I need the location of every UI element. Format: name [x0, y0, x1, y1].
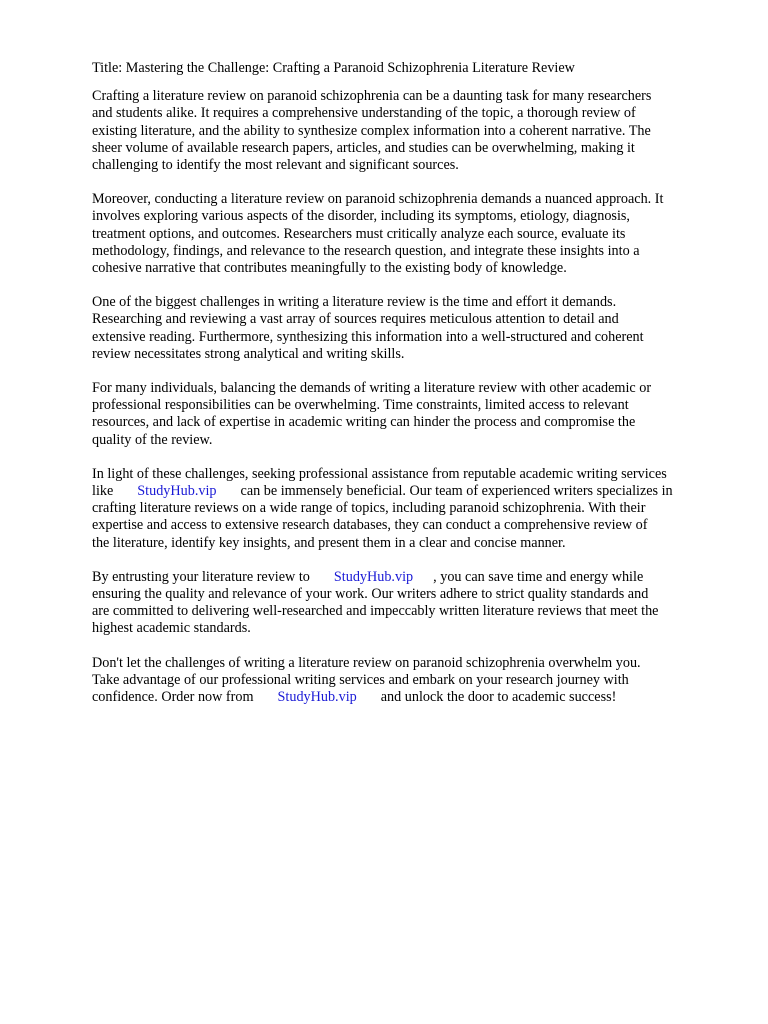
line-text: By entrusting your literature review to	[92, 568, 310, 585]
paragraph-line: methodology, findings, and relevance to the research question, and integrate these insights into a	[92, 242, 640, 259]
paragraph-line: In light of these challenges, seeking professional assistance from reputable academic writing services	[92, 465, 667, 482]
document-title: Title: Mastering the Challenge: Crafting a Paranoid Schizophrenia Literature Review	[92, 60, 575, 76]
paragraph-2	[92, 191, 726, 277]
document-body	[92, 60, 726, 723]
paragraph-line: and students alike. It requires a comprehensive understanding of the topic, a thorough review of	[92, 105, 636, 122]
paragraph-line: highest academic standards.	[92, 620, 251, 637]
paragraph-line: Crafting a literature review on paranoid schizophrenia can be a daunting task for many researchers	[92, 88, 652, 105]
line-text: like	[92, 483, 114, 500]
paragraph-4	[92, 380, 726, 449]
paragraph-line: One of the biggest challenges in writing a literature review is the time and effort it demands.	[92, 294, 617, 311]
paragraph-6	[92, 569, 726, 638]
paragraph-line	[92, 689, 726, 706]
paragraph-line: Moreover, conducting a literature review on paranoid schizophrenia demands a nuanced approach. It	[92, 191, 664, 208]
paragraph-line: Don't let the challenges of writing a literature review on paranoid schizophrenia overwhelm you.	[92, 654, 641, 671]
line-text: , you can save time and energy while	[433, 568, 644, 585]
paragraph-line: For many individuals, balancing the demands of writing a literature review with other academic or	[92, 380, 652, 397]
paragraph-line: crafting literature reviews on a wide range of topics, including paranoid schizophrenia. With their	[92, 500, 646, 517]
paragraph-line: treatment options, and outcomes. Researchers must critically analyze each source, evaluate its	[92, 225, 626, 242]
paragraph-line: are committed to delivering well-researched and impeccably written literature reviews that meet the	[92, 603, 659, 620]
paragraph-line: review necessitates strong analytical and writing skills.	[92, 345, 405, 362]
paragraph-line: ensuring the quality and relevance of your work. Our writers adhere to strict quality standards and	[92, 586, 649, 603]
paragraph-line	[92, 483, 726, 500]
studyhub-link[interactable]: StudyHub.vip	[333, 568, 414, 585]
paragraph-line: involves exploring various aspects of the disorder, including its symptoms, etiology, diagnosis,	[92, 208, 630, 225]
paragraph-5	[92, 466, 726, 552]
paragraph-line: resources, and lack of expertise in academic writing can hinder the process and compromise the	[92, 414, 636, 431]
paragraph-line: sheer volume of available research papers, articles, and studies can be overwhelming, making it	[92, 139, 635, 156]
paragraph-line	[92, 569, 726, 586]
paragraph-7	[92, 655, 726, 707]
paragraph-line: professional responsibilities can be overwhelming. Time constraints, limited access to relevant	[92, 397, 629, 414]
paragraph-line: cohesive narrative that contributes meaningfully to the existing body of knowledge.	[92, 260, 567, 277]
line-text: confidence. Order now from	[92, 689, 254, 706]
paragraph-line: Researching and reviewing a vast array of sources requires meticulous attention to detail and	[92, 311, 619, 328]
line-text: can be immensely beneficial. Our team of experienced writers specializes in	[240, 483, 673, 500]
paragraph-line: existing literature, and the ability to synthesize complex information into a coherent narrative. The	[92, 122, 651, 139]
paragraph-line: Take advantage of our professional writing services and embark on your research journey with	[92, 671, 629, 688]
line-text: and unlock the door to academic success!	[380, 689, 617, 706]
paragraph-line: challenging to identify the most relevant and significant sources.	[92, 157, 459, 174]
studyhub-link[interactable]: StudyHub.vip	[277, 689, 357, 706]
paragraph-1	[92, 88, 726, 174]
paragraph-line: the literature, identify key insights, and present them in a clear and concise manner.	[92, 534, 566, 551]
paragraph-line: extensive reading. Furthermore, synthesizing this information into a well-structured and coherent	[92, 328, 644, 345]
studyhub-link[interactable]: StudyHub.vip	[137, 483, 217, 500]
paragraph-line: expertise and access to extensive research databases, they can conduct a comprehensive review of	[92, 517, 648, 534]
paragraph-3	[92, 294, 726, 363]
paragraph-line: quality of the review.	[92, 431, 213, 448]
